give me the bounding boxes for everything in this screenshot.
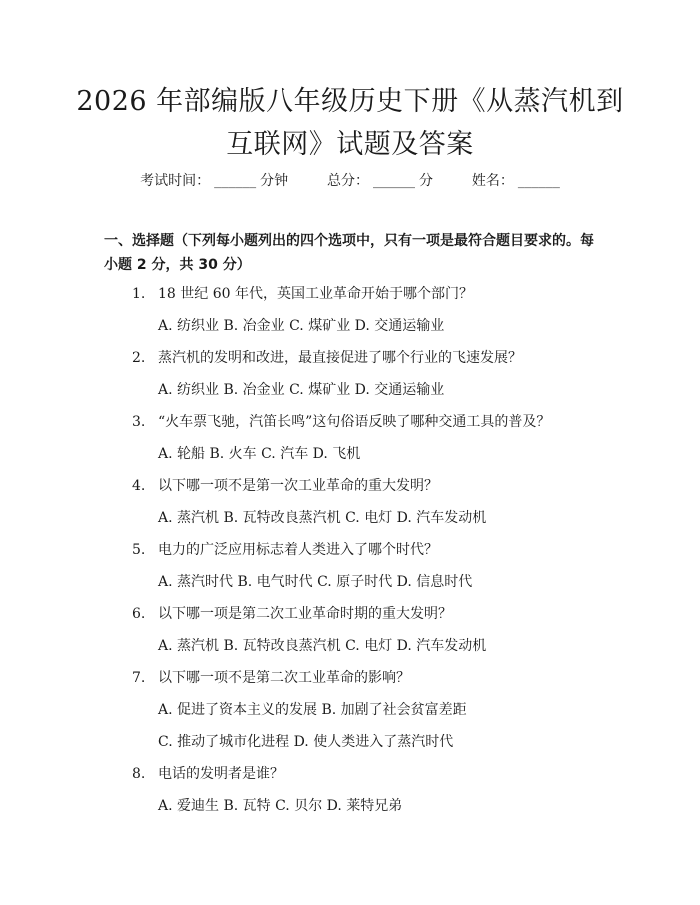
name-blank: ______: [517, 173, 560, 189]
time-unit: 分钟: [260, 173, 289, 189]
section-title: 一、选择题（下列每小题列出的四个选项中，只有一项是最符合题目要求的。每小题 2 分，共 30 分）: [104, 233, 594, 273]
score-blank: ______: [373, 173, 415, 189]
question-number: 8.: [132, 766, 146, 782]
question-5: [132, 539, 438, 559]
page-title: [60, 80, 640, 166]
question-8: [132, 763, 284, 783]
question-text: 以下哪一项不是第一次工业革命的重大发明？: [158, 478, 438, 494]
question-text: “火车票飞驰，汽笛长鸣”这句俗语反映了哪种交通工具的普及？: [158, 414, 551, 430]
question-text: 18 世纪 60 年代，英国工业革命开始于哪个部门？: [158, 286, 473, 302]
question-4: [132, 475, 438, 495]
question-number: 6.: [132, 606, 146, 622]
time-label: 考试时间：: [140, 173, 211, 189]
question-number: 4.: [132, 478, 146, 494]
question-7-options-line-1: A. 促进了资本主义的发展 B. 加剧了社会贫富差距: [158, 702, 467, 718]
question-text: 以下哪一项不是第二次工业革命的影响？: [158, 670, 410, 686]
question-7: [132, 667, 410, 687]
question-7-options-line-2: C. 推动了城市化进程 D. 使人类进入了蒸汽时代: [158, 734, 454, 750]
question-8-options: A. 爱迪生 B. 瓦特 C. 贝尔 D. 莱特兄弟: [158, 798, 403, 814]
question-3: [132, 411, 550, 431]
question-3-options: A. 轮船 B. 火车 C. 汽车 D. 飞机: [158, 446, 361, 462]
question-2-options: A. 纺织业 B. 冶金业 C. 煤矿业 D. 交通运输业: [158, 382, 445, 398]
score-unit: 分: [419, 173, 433, 189]
question-6-options: A. 蒸汽机 B. 瓦特改良蒸汽机 C. 电灯 D. 汽车发动机: [158, 638, 487, 654]
question-text: 以下哪一项是第二次工业革命时期的重大发明？: [158, 606, 452, 622]
exam-meta: [0, 170, 700, 190]
question-text: 电话的发明者是谁？: [158, 766, 284, 782]
time-blank: ______: [214, 173, 257, 189]
name-label: 姓名：: [471, 173, 514, 189]
question-number: 2.: [132, 350, 146, 366]
title-line-1: 2026 年部编版八年级历史下册《从蒸汽机到: [76, 86, 624, 117]
question-5-options: A. 蒸汽时代 B. 电气时代 C. 原子时代 D. 信息时代: [158, 574, 473, 590]
question-number: 7.: [132, 670, 146, 686]
question-6: [132, 603, 452, 623]
question-number: 5.: [132, 542, 146, 558]
question-number: 3.: [132, 414, 146, 430]
question-text: 蒸汽机的发明和改进，最直接促进了哪个行业的飞速发展？: [158, 350, 522, 366]
question-4-options: A. 蒸汽机 B. 瓦特改良蒸汽机 C. 电灯 D. 汽车发动机: [158, 510, 487, 526]
title-line-2: 互联网》试题及答案: [226, 129, 474, 160]
score-label: 总分：: [327, 173, 369, 189]
question-1: [132, 283, 473, 303]
question-number: 1.: [132, 286, 146, 302]
question-text: 电力的广泛应用标志着人类进入了哪个时代？: [158, 542, 438, 558]
question-2: [132, 347, 522, 367]
question-1-options: A. 纺织业 B. 冶金业 C. 煤矿业 D. 交通运输业: [158, 318, 445, 334]
